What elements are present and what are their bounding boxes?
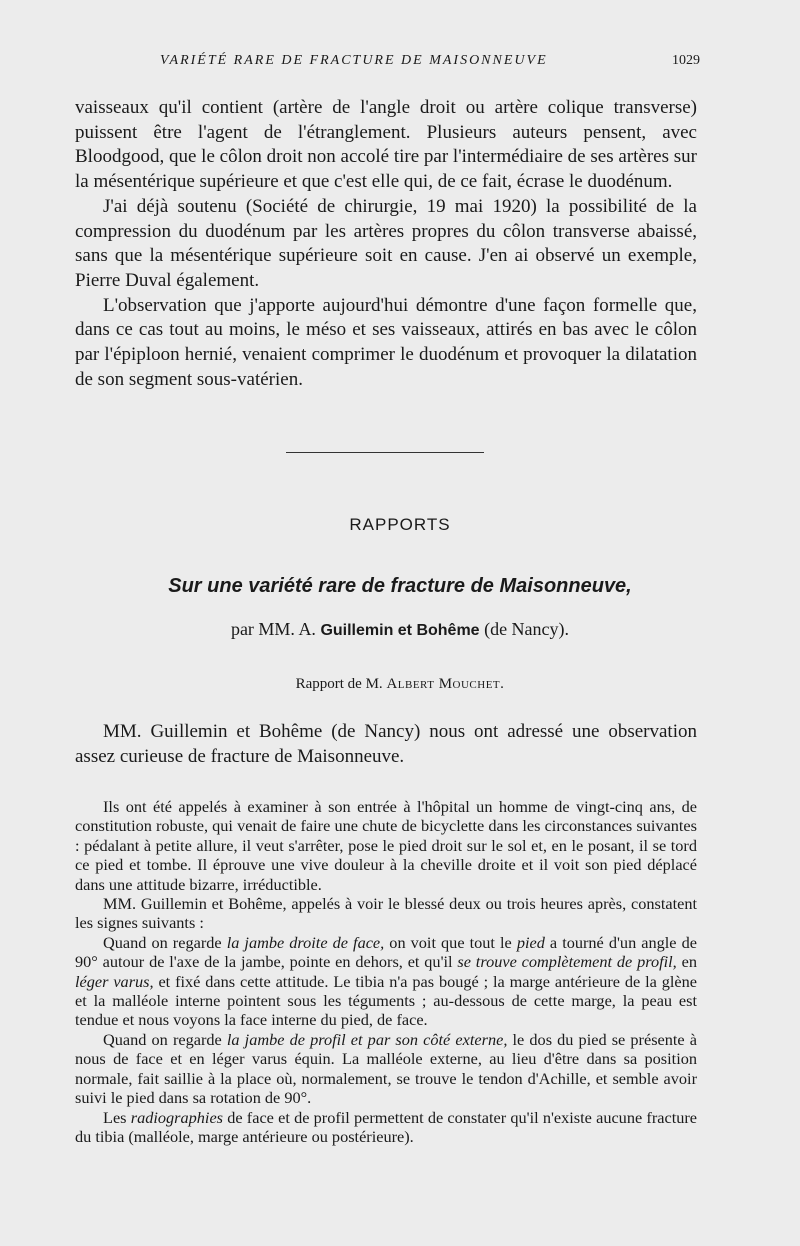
byline [0, 619, 800, 640]
intro-paragraph-1: vaisseaux qu'il contient (artère de l'angle droit ou artère colique transverse) puissent être l'agent de l'étranglement. Plusieurs auteurs pensent, avec Bloodgood, que le côlon droit non accolé tire par l'intermédiaire de ses artères sur la mésentérique supérieure et que c'est elle qui, de ce fait, écrase le duodénum. [75, 97, 697, 193]
running-head-title: VARIÉTÉ RARE DE FRACTURE DE MAISONNEUVE [160, 53, 548, 68]
report-intro-paragraph: MM. Guillemin et Bohême (de Nancy) nous ont adressé une observation assez curieuse de fracture de Maisonneuve. [75, 721, 697, 767]
byline-authors: Guillemin et Bohême [320, 622, 480, 639]
intro-paragraph-2: J'ai déjà soutenu (Société de chirurgie, 19 mai 1920) la possibilité de la compression du duodénum par les artères propres du côlon transverse abaissé, sans que la mésentérique supérieure soit en cause. J'en ai observé un exemple, Pierre Duval également. [75, 195, 697, 291]
running-head [160, 53, 700, 75]
intro-paragraph-3: L'observation que j'apporte aujourd'hui démontre d'une façon formelle que, dans ce cas tout au moins, le méso et ses vaisseaux, attirés en bas avec le côlon par l'épiploon hernié, venaient comprimer le duodénum et provoquer la dilatation de son segment sous-vatérien. [75, 294, 697, 390]
reporter-line [0, 676, 800, 693]
intro-text [75, 96, 697, 392]
observation-paragraph-4: Quand on regarde la jambe de profil et par son côté externe, le dos du pied se présente à nous de face et en léger varus équin. La malléole externe, au lieu d'être dans sa position normale, fait saillie à la place où, normalement, se trouve le tendon d'Achille, et semble avoir suivi le pied dans sa rotation de 90°. [75, 1029, 698, 1108]
article-title: Sur une variété rare de fracture de Maisonneuve, [168, 575, 632, 597]
observation-paragraph-2: MM. Guillemin et Bohême, appelés à voir le blessé deux ou trois heures après, constatent les signes suivants : [75, 894, 697, 933]
byline-suffix: (de Nancy). [484, 619, 570, 639]
page-number: 1029 [672, 53, 700, 68]
observation-paragraph-1: Ils ont été appelés à examiner à son entrée à l'hôpital un homme de vingt-cinq ans, de constitution robuste, qui venait de faire une chute de bicyclette dans les circonstances suivantes : pédalant à petite allure, il veut s'arrêter, pose le pied droit sur le sol et, en le posant, il se tord ce pied et tombe. Il éprouve une vive douleur à la cheville droite et il voit son pied déplacé dans une attitude bizarre, irréductible. [75, 797, 697, 894]
reporter-prefix: Rapport de M. [295, 676, 383, 692]
byline-prefix: par MM. A. [230, 619, 316, 639]
report-intro [75, 720, 697, 769]
observation-text [75, 797, 697, 1146]
section-heading: RAPPORTS [349, 515, 451, 534]
section-divider [286, 452, 484, 453]
observation-paragraph-3: Quand on regarde la jambe droite de face, on voit que tout le pied a tourné d'un angle de 90° autour de l'axe de la jambe, pointe en dehors, et qu'il se trouve complètement de profil, en léger varus, et fixé dans cette attitude. Le tibia n'a pas bougé ; la marge antérieure de la glène et la malléole interne pointent sous les téguments ; au-dessous de cette marge, la peau est tendue et nous voyons la face interne du pied, de face. [75, 932, 697, 1030]
observation-paragraph-5: Les radiographies de face et de profil permettent de constater qu'il n'existe aucune fracture du tibia (malléole, marge antérieure ou postérieure). [75, 1107, 698, 1146]
reporter-name: Albert Mouchet. [386, 676, 505, 692]
